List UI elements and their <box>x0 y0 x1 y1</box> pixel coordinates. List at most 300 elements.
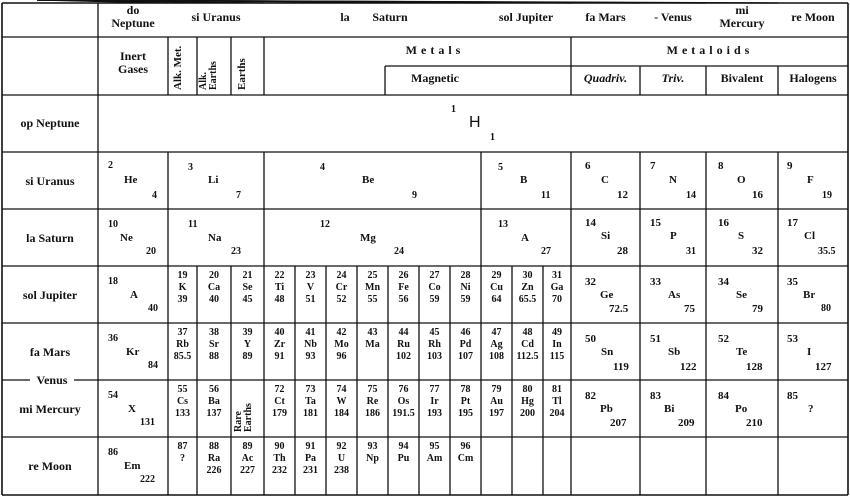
element-weight: 79 <box>752 303 763 315</box>
element-number: 35 <box>787 276 798 288</box>
element-cell <box>450 441 481 477</box>
element-symbol: P <box>670 230 677 242</box>
element-number: 27 <box>429 270 440 281</box>
element-weight: 107 <box>458 351 473 362</box>
element-weight: 131 <box>140 417 155 428</box>
element-weight: 35.5 <box>818 246 836 257</box>
element-weight: 40 <box>148 303 158 314</box>
element-number: 76 <box>398 384 409 395</box>
element-number: 46 <box>460 327 471 338</box>
element-weight: 70 <box>552 294 562 305</box>
element-cell <box>388 441 419 477</box>
element-weight <box>357 465 388 477</box>
element-number: 31 <box>552 270 562 281</box>
element-cell <box>419 384 450 420</box>
header-moon: re Moon <box>791 10 835 24</box>
element-cell <box>197 384 231 420</box>
element-symbol: Ne <box>120 232 133 244</box>
element-number: 24 <box>336 270 347 281</box>
header-inert-gases: Inert Gases <box>118 49 148 76</box>
element-symbol: Kr <box>126 346 140 358</box>
element-number: 41 <box>305 327 316 338</box>
header-quadriv: Quadriv. <box>583 71 628 85</box>
element-cell <box>388 270 419 306</box>
element-symbol: A <box>130 289 138 301</box>
element-weight: 96 <box>336 351 347 362</box>
element-weight: 4 <box>152 190 157 201</box>
element-symbol: Rb <box>176 339 189 350</box>
element-weight: 133 <box>175 408 190 419</box>
element-symbol: Sn <box>601 346 614 358</box>
element-weight: 12 <box>617 189 628 201</box>
element-symbol: Cr <box>335 282 348 293</box>
header-halogens: Halogens <box>789 71 837 85</box>
element-weight: 197 <box>489 408 504 419</box>
element-number: 82 <box>585 390 596 402</box>
element-symbol: Cl <box>804 230 815 242</box>
element-number: 88 <box>209 441 219 452</box>
element-weight <box>168 465 197 477</box>
element-symbol: Y <box>243 339 252 350</box>
element-weight: 186 <box>365 408 380 419</box>
element-cell <box>388 327 419 363</box>
element-number: 12 <box>320 219 330 230</box>
row-label-moon: re Moon <box>28 459 72 473</box>
header-alk-met: Alk. Met. <box>172 45 184 90</box>
element-cell <box>512 384 543 420</box>
element-number: 26 <box>398 270 409 281</box>
element-number: 53 <box>787 333 798 345</box>
element-cell <box>326 441 357 477</box>
element-cell <box>295 270 326 306</box>
element-cell <box>357 270 388 306</box>
element-number: 40 <box>274 327 285 338</box>
element-symbol: Ct <box>274 396 285 407</box>
element-symbol: Te <box>736 346 748 358</box>
element-cell <box>295 327 326 363</box>
element-weight <box>388 465 419 477</box>
element-number: 48 <box>522 327 533 338</box>
element-weight: 55 <box>367 294 378 305</box>
row-label-uranus: si Uranus <box>25 174 75 188</box>
element-number: 39 <box>242 327 253 338</box>
element-weight: 226 <box>206 465 222 476</box>
element-weight: 89 <box>242 351 253 362</box>
element-weight: 122 <box>680 361 697 373</box>
element-weight: 210 <box>746 417 763 429</box>
element-symbol: Np <box>366 453 379 464</box>
element-symbol: Pu <box>397 453 410 464</box>
element-symbol: Sr <box>209 339 219 350</box>
element-number: 20 <box>209 270 219 281</box>
element-cell <box>543 384 571 420</box>
element-number: 6 <box>585 160 591 172</box>
element-cell <box>168 327 197 363</box>
element-symbol: Pd <box>459 339 472 350</box>
element-cell <box>543 327 571 363</box>
element-number: 9 <box>787 160 793 172</box>
element-cell <box>197 270 231 306</box>
element-symbol: Na <box>208 232 222 244</box>
element-symbol: B <box>520 174 528 186</box>
element-weight: 59 <box>460 294 471 305</box>
element-symbol: X <box>128 403 136 415</box>
element-weight: 193 <box>427 408 442 419</box>
element-cell <box>264 384 295 420</box>
element-number: 72 <box>274 384 285 395</box>
element-symbol: Bi <box>664 403 675 415</box>
element-number: 7 <box>650 160 656 172</box>
element-cell <box>197 441 231 477</box>
element-cell <box>326 270 357 306</box>
element-weight: 222 <box>140 474 155 485</box>
element-number: 36 <box>108 333 118 344</box>
element-weight: 32 <box>752 245 763 257</box>
element-number: 19 <box>177 270 188 281</box>
element-number: 85 <box>787 390 798 402</box>
element-number: 5 <box>498 162 503 173</box>
element-weight: 52 <box>336 294 347 305</box>
element-cell <box>357 441 388 477</box>
element-number: 83 <box>650 390 661 402</box>
element-symbol: Os <box>397 396 410 407</box>
element-symbol: Ag <box>490 339 503 350</box>
element-weight: 119 <box>613 361 629 373</box>
element-symbol: Po <box>735 403 748 415</box>
element-symbol: O <box>737 174 746 186</box>
element-symbol: Ga <box>550 282 564 293</box>
element-cell <box>231 441 264 477</box>
element-cell <box>264 441 295 477</box>
header-mercury: mi Mercury <box>719 3 765 30</box>
element-weight: 9 <box>412 190 417 201</box>
element-symbol: U <box>337 453 346 464</box>
header-bivalent: Bivalent <box>720 71 764 85</box>
element-symbol: F <box>807 174 814 186</box>
element-weight: 11 <box>541 190 551 201</box>
header-saturn-la: la <box>340 10 350 24</box>
element-cell <box>450 327 481 363</box>
element-cell <box>326 327 357 363</box>
element-symbol: Cd <box>521 339 534 350</box>
element-weight: 179 <box>272 408 287 419</box>
element-weight: 191.5 <box>392 408 415 419</box>
element-cell <box>481 327 512 363</box>
row-label-neptune: op Neptune <box>20 116 80 130</box>
element-cell <box>326 384 357 420</box>
element-weight: 59 <box>429 294 440 305</box>
element-cell <box>295 384 326 420</box>
element-cell <box>450 384 481 420</box>
element-symbol: Mn <box>365 282 380 293</box>
element-symbol: Sb <box>668 346 681 358</box>
element-symbol: Th <box>273 453 286 464</box>
header-neptune: do Neptune <box>111 3 155 30</box>
element-weight: 24 <box>394 246 404 257</box>
element-weight: 84 <box>148 360 158 371</box>
element-symbol: Nb <box>304 339 317 350</box>
element-weight: 207 <box>610 417 627 429</box>
element-number: 77 <box>429 384 440 395</box>
element-number: 4 <box>320 162 325 173</box>
element-weight: 195 <box>458 408 473 419</box>
element-symbol: I <box>807 346 812 358</box>
row-label-jupiter: sol Jupiter <box>22 288 78 302</box>
element-weight <box>450 465 481 477</box>
element-cell <box>168 441 197 477</box>
element-cell <box>295 441 326 477</box>
element-number: 55 <box>177 384 188 395</box>
element-weight: 91 <box>274 351 285 362</box>
element-number: 75 <box>367 384 378 395</box>
header-triv: Triv. <box>661 71 685 85</box>
element-symbol: Co <box>428 282 441 293</box>
element-number: 52 <box>718 333 729 345</box>
element-symbol: Ti <box>274 282 285 293</box>
element-number: 78 <box>460 384 471 395</box>
element-weight: 85.5 <box>173 351 192 362</box>
row-label-mars: fa Mars <box>29 345 71 359</box>
element-weight: 40 <box>209 294 219 305</box>
element-number: 50 <box>585 333 596 345</box>
element-number: 91 <box>305 441 316 452</box>
element-number: 15 <box>650 217 661 229</box>
element-number: 29 <box>491 270 502 281</box>
element-symbol: Ir <box>430 396 439 407</box>
element-number: 2 <box>108 160 113 171</box>
element-weight: 7 <box>236 190 241 201</box>
element-symbol: As <box>668 289 681 301</box>
element-symbol: Ge <box>600 289 614 301</box>
header-magnetic: Magnetic <box>411 71 459 85</box>
element-number: 22 <box>274 270 285 281</box>
element-symbol: Se <box>242 282 253 293</box>
element-symbol: Se <box>736 289 747 301</box>
element-symbol: Cu <box>490 282 503 293</box>
element-cell <box>264 327 295 363</box>
hydrogen-weight: 1 <box>490 132 495 143</box>
element-weight: 72.5 <box>609 303 629 315</box>
header-jupiter: sol Jupiter <box>498 10 554 24</box>
element-cell <box>512 270 543 306</box>
element-symbol: Pb <box>600 403 613 415</box>
element-symbol: Ra <box>207 453 221 464</box>
element-symbol: In <box>552 339 562 350</box>
element-symbol: Pt <box>460 396 471 407</box>
element-cell <box>231 270 264 306</box>
element-cell <box>197 327 231 363</box>
element-number: 32 <box>585 276 596 288</box>
element-weight: 209 <box>678 417 695 429</box>
header-metaloids: Metaloids <box>666 43 754 57</box>
element-number: 86 <box>108 447 118 458</box>
element-weight: 28 <box>617 245 628 257</box>
element-number: 11 <box>188 219 198 230</box>
element-weight <box>357 351 388 363</box>
element-symbol: Rh <box>428 339 441 350</box>
element-number: 10 <box>108 219 118 230</box>
element-weight: 75 <box>684 303 695 315</box>
element-number: 23 <box>305 270 316 281</box>
element-cell <box>388 384 419 420</box>
element-symbol: S <box>738 230 745 242</box>
element-number: 49 <box>552 327 562 338</box>
header-mars: fa Mars <box>585 10 626 24</box>
element-weight: 204 <box>549 408 565 419</box>
element-symbol: K <box>178 282 187 293</box>
element-number: 44 <box>398 327 409 338</box>
element-weight: 27 <box>541 246 551 257</box>
element-number: 84 <box>718 390 729 402</box>
element-weight: 39 <box>177 294 188 305</box>
element-symbol: W <box>336 396 347 407</box>
element-weight: 14 <box>686 190 696 201</box>
header-venus: - Venus <box>654 10 692 24</box>
element-weight: 112.5 <box>516 351 539 362</box>
element-weight: 127 <box>815 361 832 373</box>
element-number: 92 <box>336 441 347 452</box>
element-number: 74 <box>336 384 347 395</box>
element-number: 3 <box>188 162 193 173</box>
element-weight: 238 <box>334 465 349 476</box>
element-weight: 45 <box>242 294 253 305</box>
element-cell <box>231 327 264 363</box>
element-weight: 93 <box>305 351 316 362</box>
row-label-mercury: mi Mercury <box>19 402 81 416</box>
element-symbol: Fe <box>398 282 409 293</box>
element-symbol: ? <box>808 403 814 415</box>
element-symbol: Mg <box>360 232 376 244</box>
element-symbol: Ta <box>305 396 316 407</box>
row-label-venus: Venus <box>34 373 70 388</box>
element-number: 38 <box>209 327 219 338</box>
element-number: 87 <box>177 441 188 452</box>
element-number: 43 <box>367 327 378 338</box>
element-symbol: A <box>521 232 529 244</box>
element-number: 90 <box>274 441 285 452</box>
element-number: 95 <box>429 441 440 452</box>
element-number: 56 <box>209 384 219 395</box>
element-weight: 19 <box>822 190 832 201</box>
element-symbol: ? <box>180 453 185 464</box>
element-symbol: Ru <box>397 339 410 350</box>
element-symbol: He <box>124 174 138 186</box>
element-weight: 23 <box>231 246 241 257</box>
element-number: 8 <box>718 160 724 172</box>
header-alk-earths: Alk. Earths <box>198 61 219 90</box>
element-number: 79 <box>491 384 502 395</box>
element-cell <box>481 384 512 420</box>
element-number: 30 <box>522 270 533 281</box>
element-symbol: Em <box>124 460 141 472</box>
element-symbol: Zr <box>273 339 286 350</box>
element-weight: 231 <box>303 465 318 476</box>
element-symbol: Zn <box>521 282 534 293</box>
element-symbol: Pa <box>304 453 317 464</box>
element-symbol: Cs <box>176 396 189 407</box>
element-number: 37 <box>177 327 188 338</box>
element-number: 18 <box>108 276 118 287</box>
element-symbol: C <box>601 174 609 186</box>
element-cell <box>357 384 388 420</box>
element-number: 94 <box>398 441 409 452</box>
element-cell <box>543 270 571 306</box>
element-cell <box>419 270 450 306</box>
element-symbol: Re <box>366 396 379 407</box>
element-weight: 232 <box>272 465 287 476</box>
element-weight: 227 <box>240 465 255 476</box>
element-number: 96 <box>460 441 471 452</box>
element-symbol: Mo <box>334 339 349 350</box>
element-number: 13 <box>498 219 508 230</box>
hydrogen-symbol: H <box>469 114 481 131</box>
element-symbol: Ca <box>207 282 221 293</box>
element-number: 47 <box>491 327 502 338</box>
element-weight: 64 <box>491 294 502 305</box>
element-number: 73 <box>305 384 316 395</box>
element-number: 17 <box>787 217 798 229</box>
header-earths: Earths <box>236 58 248 90</box>
element-symbol: Ac <box>241 453 254 464</box>
header-uranus: si Uranus <box>191 10 241 24</box>
element-number: 21 <box>242 270 253 281</box>
element-weight: 200 <box>520 408 535 419</box>
element-number: 14 <box>585 217 596 229</box>
element-weight: 137 <box>206 408 222 419</box>
element-cell <box>512 327 543 363</box>
element-weight: 20 <box>146 246 156 257</box>
element-cell <box>419 327 450 363</box>
element-weight <box>419 465 450 477</box>
element-weight: 31 <box>686 246 696 257</box>
element-number: 33 <box>650 276 661 288</box>
element-number: 45 <box>429 327 440 338</box>
element-number: 25 <box>367 270 378 281</box>
element-symbol: Am <box>426 453 443 464</box>
element-symbol: Be <box>362 174 375 186</box>
element-symbol: Ma <box>365 339 380 350</box>
element-symbol: Si <box>601 230 611 242</box>
element-cell <box>168 270 197 306</box>
element-weight: 88 <box>209 351 219 362</box>
header-metals: Metals <box>405 43 465 57</box>
element-number: 81 <box>552 384 562 395</box>
element-symbol: Tl <box>552 396 562 407</box>
element-number: 51 <box>650 333 661 345</box>
element-weight: 80 <box>821 303 831 314</box>
element-weight: 48 <box>274 294 285 305</box>
element-cell <box>450 270 481 306</box>
element-cell <box>419 441 450 477</box>
element-weight: 103 <box>427 351 442 362</box>
element-weight: 56 <box>398 294 409 305</box>
element-symbol: Cm <box>457 453 474 464</box>
element-weight: 115 <box>549 351 565 362</box>
element-symbol: Au <box>490 396 503 407</box>
element-number: 42 <box>336 327 347 338</box>
element-symbol: Br <box>803 289 816 301</box>
element-number: 28 <box>460 270 471 281</box>
element-number: 80 <box>522 384 533 395</box>
element-symbol: N <box>669 174 677 186</box>
element-weight: 108 <box>489 351 504 362</box>
element-cell <box>357 327 388 363</box>
row-label-saturn: la Saturn <box>26 231 74 245</box>
element-weight: 184 <box>334 408 349 419</box>
element-symbol: Li <box>208 174 219 186</box>
element-cell <box>264 270 295 306</box>
rare-earths-label: Rare Earths <box>233 403 254 432</box>
